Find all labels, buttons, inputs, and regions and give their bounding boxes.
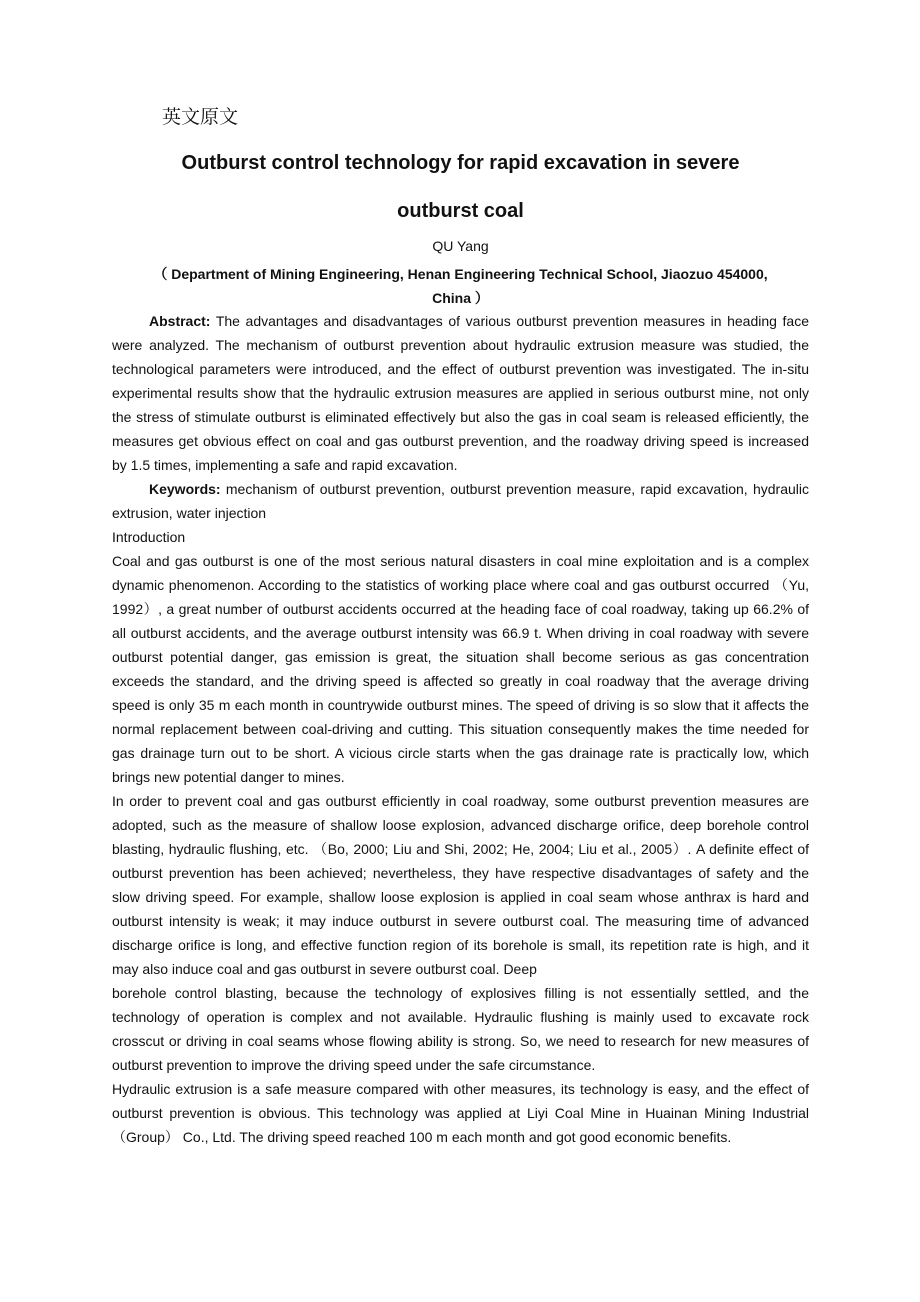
affiliation [112, 262, 809, 310]
affiliation-line-2: China ） [432, 290, 489, 306]
paper-body [112, 309, 809, 1149]
keywords-label: Keywords: [149, 481, 221, 497]
introduction-heading: Introduction [112, 529, 186, 545]
intro-paragraph-1: Coal and gas outburst is one of the most serious natural disasters in coal mine exploitation and is a complex dynamic phenomenon. According to the statistics of working place where coal and gas outburst occurred （Yu, 1992）, a great number of outburst accidents occurred at the heading face of coal roadway, taking up 66.2% of all outburst accidents, and the average outburst intensity was 66.9 t. When driving in coal roadway with severe outburst potential danger, gas emission is great, the situation shall become serious as gas concentration exceeds the standard, and the driving speed is affected so greatly in coal roadway that the average driving speed is only 35 m each month in countrywide outburst mines. The speed of driving is so slow that it affects the normal replacement between coal-driving and cutting. This situation consequently makes the time needed for gas drainage turn out to be short. A vicious circle starts when the gas drainage rate is practically low, which brings new potential danger to mines. [112, 553, 809, 785]
section-tag: 英文原文 [162, 106, 239, 128]
affiliation-line-1: （ Department of Mining Engineering, Henan Engineering Technical School, Jiaozuo 454000, [153, 266, 768, 282]
intro-paragraph-2: In order to prevent coal and gas outburst efficiently in coal roadway, some outburst prevention measures are adopted, such as the measure of shallow loose explosion, advanced discharge orifice, deep borehole control blasting, hydraulic flushing, etc. （Bo, 2000; Liu and Shi, 2002; He, 2004; Liu et al., 2005）. A definite effect of outburst prevention has been achieved; nevertheless, they have respective disadvantages of safety and the slow driving speed. For example, shallow loose explosion is applied in coal seam whose anthrax is hard and outburst intensity is weak; it may induce outburst in severe outburst coal. The measuring time of advanced discharge orifice is long, and effective function region of its borehole is small, its repetition rate is high, and it may also induce coal and gas outburst in severe outburst coal. Deep [112, 793, 809, 977]
paper-title-line-2: outburst coal [397, 200, 524, 222]
abstract-text: The advantages and disadvantages of various outburst prevention measures in heading face were analyzed. The mechanism of outburst prevention about hydraulic extrusion measure was studied, the technological parameters were introduced, and the effect of outburst prevention was investigated. The in-situ experimental results show that the hydraulic extrusion measures are applied in serious outburst mine, not only the stress of stimulate outburst is eliminated effectively but also the gas in coal seam is released efficiently, the measures get obvious effect on coal and gas outburst prevention, and the roadway driving speed is increased by 1.5 times, implementing a safe and rapid excavation. [112, 313, 809, 473]
keywords [112, 477, 809, 525]
author: QU Yang [432, 238, 489, 254]
paper-title-line-1: Outburst control technology for rapid excavation in severe [181, 152, 740, 174]
abstract [112, 309, 809, 477]
keywords-text: mechanism of outburst prevention, outburst prevention measure, rapid excavation, hydraulic extrusion, water injection [112, 481, 810, 521]
intro-paragraph-3: borehole control blasting, because the technology of explosives filling is not essentially settled, and the technology of operation is complex and not available. Hydraulic flushing is mainly used to excavate rock crosscut or driving in coal seams whose flowing ability is strong. So, we need to research for new measures of outburst prevention to improve the driving speed under the safe circumstance. [112, 985, 809, 1073]
abstract-label: Abstract: [149, 313, 211, 329]
intro-paragraph-4: Hydraulic extrusion is a safe measure compared with other measures, its technology is easy, and the effect of outburst prevention is obvious. This technology was applied at Liyi Coal Mine in Huainan Mining Industrial （Group） Co., Ltd. The driving speed reached 100 m each month and got good economic benefits. [112, 1081, 809, 1145]
